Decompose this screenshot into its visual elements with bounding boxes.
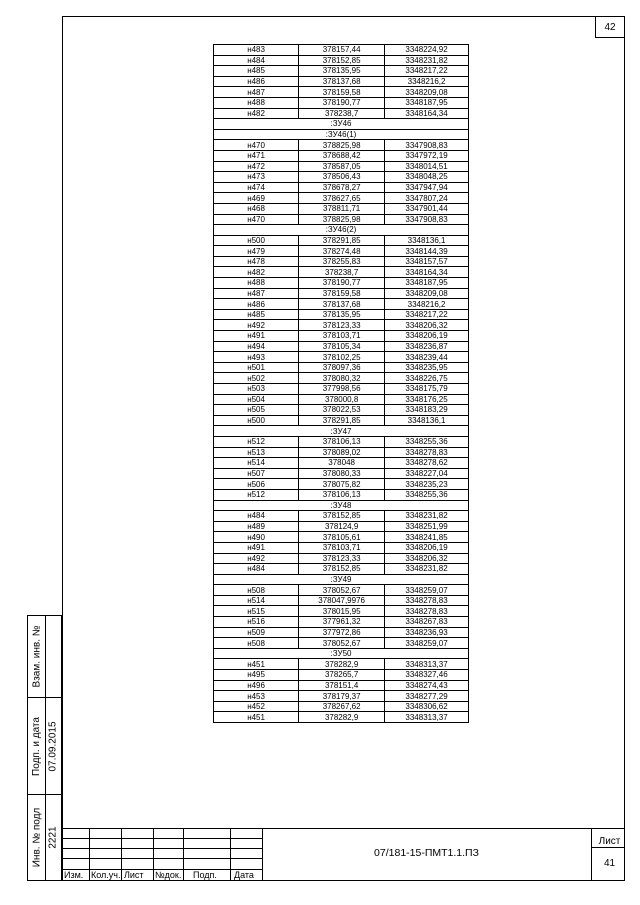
x-coordinate-cell: 378238,7 [299,267,385,278]
x-coordinate-cell: 378265,7 [299,670,385,681]
point-name-cell: н514 [214,595,299,606]
x-coordinate-cell: 378124,9 [299,521,385,532]
point-name-cell: н452 [214,701,299,712]
stamp-label-podp: Подп. [193,870,217,880]
x-coordinate-cell: 377972,86 [299,627,385,638]
table-row [214,352,469,363]
table-row [214,447,469,458]
y-coordinate-cell: 3348327,46 [385,670,469,681]
x-coordinate-cell: 378179,37 [299,691,385,702]
table-row [214,66,469,77]
point-name-cell: н484 [214,55,299,66]
table-row [214,87,469,98]
x-coordinate-cell: 378103,71 [299,542,385,553]
x-coordinate-cell: 378106,13 [299,436,385,447]
side-podp-block [27,697,62,795]
table-row [214,564,469,575]
y-coordinate-cell: 3348277,29 [385,691,469,702]
table-row [214,246,469,257]
stamp-label-kol-uch: Кол.уч. [91,870,121,880]
table-row [214,659,469,670]
section-header-cell: :ЗУ50 [214,648,469,659]
point-name-cell: н486 [214,299,299,310]
point-name-cell: н489 [214,521,299,532]
y-coordinate-cell: 3348144,39 [385,246,469,257]
x-coordinate-cell: 378152,85 [299,511,385,522]
point-name-cell: н471 [214,150,299,161]
x-coordinate-cell: 378282,9 [299,712,385,723]
x-coordinate-cell: 378291,85 [299,415,385,426]
point-name-cell: н494 [214,341,299,352]
y-coordinate-cell: 3348176,25 [385,394,469,405]
point-name-cell: н473 [214,172,299,183]
y-coordinate-cell: 3348216,2 [385,76,469,87]
point-name-cell: н486 [214,76,299,87]
y-coordinate-cell: 3348136,1 [385,235,469,246]
x-coordinate-cell: 378123,33 [299,553,385,564]
point-name-cell: н496 [214,680,299,691]
y-coordinate-cell: 3348255,36 [385,436,469,447]
x-coordinate-cell: 378089,02 [299,447,385,458]
table-row [214,627,469,638]
table-row [214,193,469,204]
y-coordinate-cell: 3348278,83 [385,606,469,617]
section-header-cell: :ЗУ47 [214,426,469,437]
x-coordinate-cell: 378022,53 [299,405,385,416]
x-coordinate-cell: 378135,95 [299,66,385,77]
x-coordinate-cell: 378135,95 [299,309,385,320]
table-row [214,712,469,723]
point-name-cell: н485 [214,66,299,77]
point-name-cell: н507 [214,468,299,479]
table-row [214,617,469,628]
x-coordinate-cell: 378052,67 [299,638,385,649]
section-header-row [214,119,469,130]
stamp-label-list: Лист [124,870,144,880]
sheet-number: 41 [603,858,616,869]
x-coordinate-cell: 378047,9976 [299,595,385,606]
y-coordinate-cell: 3347901,44 [385,203,469,214]
table-row [214,394,469,405]
x-coordinate-cell: 378105,34 [299,341,385,352]
x-coordinate-cell: 378152,85 [299,55,385,66]
y-coordinate-cell: 3348014,51 [385,161,469,172]
y-coordinate-cell: 3347908,83 [385,140,469,151]
y-coordinate-cell: 3348209,08 [385,288,469,299]
x-coordinate-cell: 378238,7 [299,108,385,119]
point-name-cell: н503 [214,384,299,395]
table-row [214,595,469,606]
y-coordinate-cell: 3348259,07 [385,638,469,649]
podp-label: Подп. и дата [31,716,42,776]
y-coordinate-cell: 3348224,92 [385,45,469,56]
table-row [214,670,469,681]
x-coordinate-cell: 378159,58 [299,87,385,98]
table-row [214,256,469,267]
point-name-cell: н468 [214,203,299,214]
x-coordinate-cell: 378825,98 [299,214,385,225]
y-coordinate-cell: 3347908,83 [385,214,469,225]
x-coordinate-cell: 378190,77 [299,278,385,289]
y-coordinate-cell: 3348259,07 [385,585,469,596]
x-coordinate-cell: 378506,43 [299,172,385,183]
point-name-cell: н508 [214,638,299,649]
table-row [214,532,469,543]
y-coordinate-cell: 3348216,2 [385,299,469,310]
table-row [214,235,469,246]
point-name-cell: н484 [214,511,299,522]
y-coordinate-cell: 3348313,37 [385,712,469,723]
table-row [214,45,469,56]
x-coordinate-cell: 378688,42 [299,150,385,161]
y-coordinate-cell: 3348183,29 [385,405,469,416]
y-coordinate-cell: 3348278,62 [385,458,469,469]
table-row [214,341,469,352]
y-coordinate-cell: 3348306,62 [385,701,469,712]
section-header-row [214,225,469,236]
y-coordinate-cell: 3348187,95 [385,278,469,289]
sheet-label: Лист [598,836,621,847]
table-row [214,691,469,702]
table-row [214,405,469,416]
x-coordinate-cell: 378627,65 [299,193,385,204]
x-coordinate-cell: 378137,68 [299,299,385,310]
point-name-cell: н451 [214,712,299,723]
point-name-cell: н484 [214,564,299,575]
table-row [214,511,469,522]
table-row [214,553,469,564]
table-row [214,680,469,691]
y-coordinate-cell: 3348227,04 [385,468,469,479]
x-coordinate-cell: 378152,85 [299,564,385,575]
table-row [214,97,469,108]
point-name-cell: н478 [214,256,299,267]
point-name-cell: н488 [214,278,299,289]
point-name-cell: н493 [214,352,299,363]
point-name-cell: н479 [214,246,299,257]
y-coordinate-cell: 3347807,24 [385,193,469,204]
section-header-cell: :ЗУ46(2) [214,225,469,236]
y-coordinate-cell: 3348235,95 [385,362,469,373]
inv-label: Инв. № подл [31,807,43,868]
y-coordinate-cell: 3348136,1 [385,415,469,426]
table-row [214,203,469,214]
table-row [214,362,469,373]
x-coordinate-cell: 378587,05 [299,161,385,172]
table-row [214,542,469,553]
point-name-cell: н512 [214,436,299,447]
x-coordinate-cell: 378103,71 [299,331,385,342]
table-row [214,299,469,310]
x-coordinate-cell: 378137,68 [299,76,385,87]
page-number-top: 42 [595,16,625,38]
y-coordinate-cell: 3348206,32 [385,320,469,331]
x-coordinate-cell: 377998,56 [299,384,385,395]
x-coordinate-cell: 378811,71 [299,203,385,214]
section-header-cell: :ЗУ48 [214,500,469,511]
point-name-cell: н491 [214,331,299,342]
y-coordinate-cell: 3348231,82 [385,511,469,522]
y-coordinate-cell: 3347972,19 [385,150,469,161]
x-coordinate-cell: 378052,67 [299,585,385,596]
x-coordinate-cell: 378159,58 [299,288,385,299]
x-coordinate-cell: 378255,83 [299,256,385,267]
section-header-row [214,426,469,437]
podp-date: 07.09.2015 [48,720,59,772]
x-coordinate-cell: 378106,13 [299,489,385,500]
document-code: 07/181-15-ПМТ1.1.ПЗ [374,847,479,859]
table-row [214,489,469,500]
table-row [214,320,469,331]
y-coordinate-cell: 3348206,32 [385,553,469,564]
y-coordinate-cell: 3348164,34 [385,108,469,119]
point-name-cell: н505 [214,405,299,416]
x-coordinate-cell: 378825,98 [299,140,385,151]
y-coordinate-cell: 3347947,94 [385,182,469,193]
table-row [214,214,469,225]
section-header-cell: :ЗУ46(1) [214,129,469,140]
point-name-cell: н487 [214,288,299,299]
y-coordinate-cell: 3348206,19 [385,542,469,553]
x-coordinate-cell: 378157,44 [299,45,385,56]
point-name-cell: н500 [214,415,299,426]
x-coordinate-cell: 377961,32 [299,617,385,628]
y-coordinate-cell: 3348313,37 [385,659,469,670]
point-name-cell: н501 [214,362,299,373]
point-name-cell: н491 [214,542,299,553]
side-vzam-block [27,615,62,698]
y-coordinate-cell: 3348278,83 [385,595,469,606]
table-row [214,331,469,342]
x-coordinate-cell: 378151,4 [299,680,385,691]
x-coordinate-cell: 378000,8 [299,394,385,405]
point-name-cell: н515 [214,606,299,617]
table-row [214,638,469,649]
x-coordinate-cell: 378102,25 [299,352,385,363]
table-row [214,182,469,193]
y-coordinate-cell: 3348236,93 [385,627,469,638]
point-name-cell: н492 [214,553,299,564]
x-coordinate-cell: 378080,33 [299,468,385,479]
x-coordinate-cell: 378080,32 [299,373,385,384]
point-name-cell: н470 [214,140,299,151]
table-row [214,384,469,395]
y-coordinate-cell: 3348164,34 [385,267,469,278]
title-stamp [62,828,625,881]
table-row [214,150,469,161]
coordinates-table [213,44,469,723]
y-coordinate-cell: 3348236,87 [385,341,469,352]
table-row [214,585,469,596]
point-name-cell: н483 [214,45,299,56]
stamp-label-ndok: №док. [155,870,182,880]
section-header-row [214,574,469,585]
point-name-cell: н453 [214,691,299,702]
x-coordinate-cell: 378048 [299,458,385,469]
x-coordinate-cell: 378015,95 [299,606,385,617]
point-name-cell: н472 [214,161,299,172]
y-coordinate-cell: 3348267,83 [385,617,469,628]
point-name-cell: н509 [214,627,299,638]
point-name-cell: н485 [214,309,299,320]
point-name-cell: н512 [214,489,299,500]
y-coordinate-cell: 3348278,83 [385,447,469,458]
table-row [214,468,469,479]
y-coordinate-cell: 3348217,22 [385,309,469,320]
y-coordinate-cell: 3348226,75 [385,373,469,384]
x-coordinate-cell: 378267,62 [299,701,385,712]
stamp-label-data: Дата [234,870,254,880]
point-name-cell: н502 [214,373,299,384]
side-inv-block [27,794,62,881]
table-row [214,701,469,712]
coordinates-table-body [214,45,469,723]
section-header-row [214,500,469,511]
x-coordinate-cell: 378123,33 [299,320,385,331]
point-name-cell: н516 [214,617,299,628]
table-row [214,108,469,119]
x-coordinate-cell: 378075,82 [299,479,385,490]
table-row [214,76,469,87]
table-row [214,140,469,151]
table-row [214,479,469,490]
point-name-cell: н504 [214,394,299,405]
table-row [214,267,469,278]
y-coordinate-cell: 3348217,22 [385,66,469,77]
x-coordinate-cell: 378190,77 [299,97,385,108]
point-name-cell: н500 [214,235,299,246]
section-header-row [214,648,469,659]
stamp-label-izm: Изм. [64,870,84,880]
y-coordinate-cell: 3348206,19 [385,331,469,342]
x-coordinate-cell: 378274,48 [299,246,385,257]
point-name-cell: н514 [214,458,299,469]
y-coordinate-cell: 3348157,57 [385,256,469,267]
point-name-cell: н487 [214,87,299,98]
point-name-cell: н474 [214,182,299,193]
table-row [214,458,469,469]
y-coordinate-cell: 3348235,23 [385,479,469,490]
x-coordinate-cell: 378291,85 [299,235,385,246]
table-row [214,309,469,320]
table-row [214,606,469,617]
point-name-cell: н490 [214,532,299,543]
table-row [214,278,469,289]
point-name-cell: н482 [214,267,299,278]
table-row [214,288,469,299]
y-coordinate-cell: 3348231,82 [385,55,469,66]
y-coordinate-cell: 3348048,25 [385,172,469,183]
y-coordinate-cell: 3348231,82 [385,564,469,575]
point-name-cell: н482 [214,108,299,119]
x-coordinate-cell: 378678,27 [299,182,385,193]
point-name-cell: н513 [214,447,299,458]
x-coordinate-cell: 378097,36 [299,362,385,373]
vzam-label: Взам. инв. № [31,625,43,688]
point-name-cell: н508 [214,585,299,596]
point-name-cell: н470 [214,214,299,225]
point-name-cell: н488 [214,97,299,108]
section-header-row [214,129,469,140]
y-coordinate-cell: 3348255,36 [385,489,469,500]
table-row [214,55,469,66]
y-coordinate-cell: 3348274,43 [385,680,469,691]
x-coordinate-cell: 378105,61 [299,532,385,543]
y-coordinate-cell: 3348187,95 [385,97,469,108]
table-row [214,436,469,447]
y-coordinate-cell: 3348241,85 [385,532,469,543]
point-name-cell: н492 [214,320,299,331]
section-header-cell: :ЗУ46 [214,119,469,130]
section-header-cell: :ЗУ49 [214,574,469,585]
point-name-cell: н469 [214,193,299,204]
table-row [214,415,469,426]
y-coordinate-cell: 3348175,79 [385,384,469,395]
x-coordinate-cell: 378282,9 [299,659,385,670]
point-name-cell: н451 [214,659,299,670]
table-row [214,161,469,172]
table-row [214,172,469,183]
table-row [214,373,469,384]
inv-value: 2221 [48,826,59,849]
point-name-cell: н506 [214,479,299,490]
y-coordinate-cell: 3348251,99 [385,521,469,532]
table-row [214,521,469,532]
point-name-cell: н495 [214,670,299,681]
y-coordinate-cell: 3348209,08 [385,87,469,98]
y-coordinate-cell: 3348239,44 [385,352,469,363]
